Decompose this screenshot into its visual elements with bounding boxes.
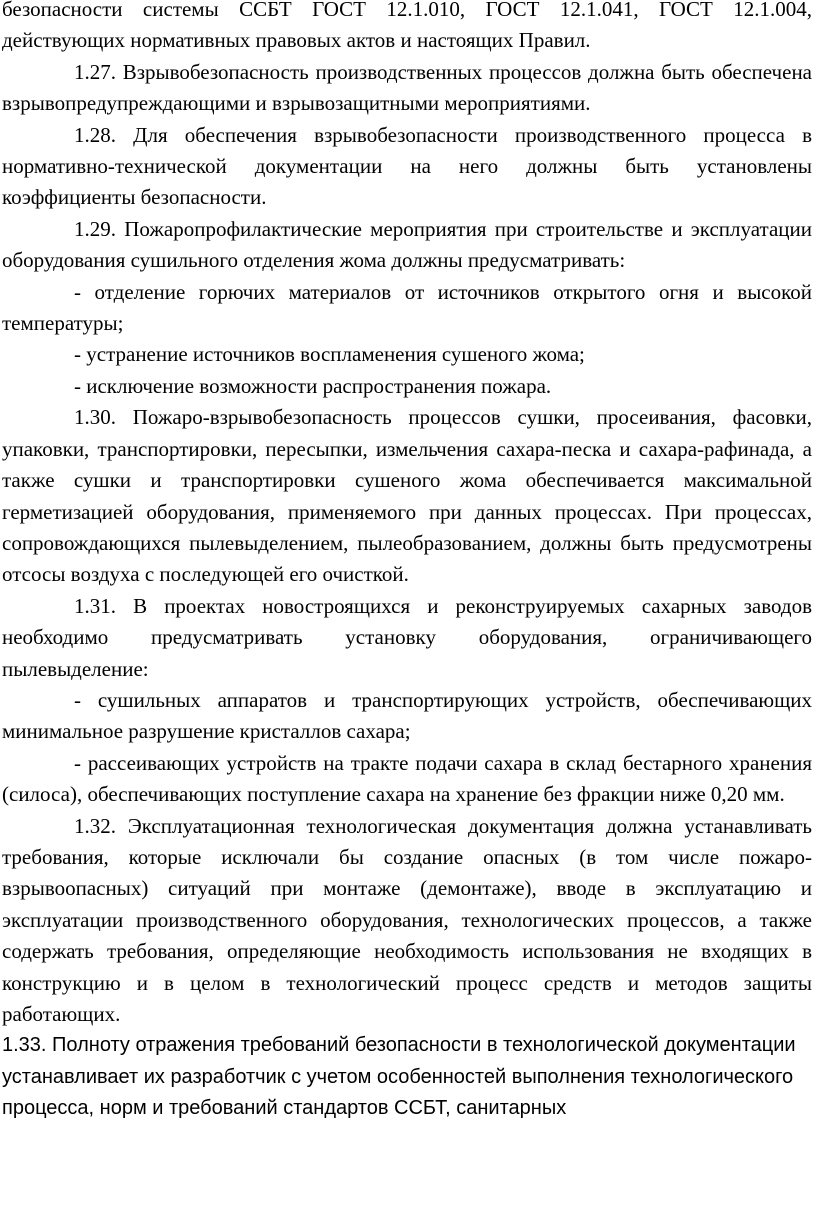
list-item-dispersing-devices: - рассеивающих устройств на тракте подачи сахара в склад бестарного хранения (силоса), обеспечивающих поступление сахара на хранение без фракции ниже 0,20 мм. — [2, 750, 812, 807]
paragraph-1-28: 1.28. Для обеспечения взрывобезопасности производственного процесса в нормативно-технической документации на него должны быть установлены коэффициенты безопасности. — [2, 122, 812, 210]
paragraph-1-33: 1.33. Полноту отражения требований безопасности в технологической документации устанавливает их разработчик с учетом особенностей выполнения технологического процесса, норм и требований стандартов ССБТ, санитарных — [2, 1034, 796, 1120]
paragraph-1-29: 1.29. Пожаропрофилактические мероприятия при строительстве и эксплуатации оборудования сушильного отделения жома должны предусматривать: — [2, 216, 812, 273]
paragraph-1-32: 1.32. Эксплуатационная технологическая документация должна устанавливать требования, которые исключали бы создание опасных (в том числе пожаро-взрывоопасных) ситуаций при монтаже (демонтаже), вводе в эксплуатацию и эксплуатации производственного оборудования, технологических процессов, а также содержать требования, определяющие необходимость использования не входящих в конструкцию и в целом в технологический процесс средств и методов защиты работающих. — [2, 813, 812, 1026]
list-item-fire-spread: - исключение возможности распространения пожара. — [74, 373, 552, 398]
paragraph-1-30: 1.30. Пожаро-взрывобезопасность процессов сушки, просеивания, фасовки, упаковки, транспортировки, пересыпки, измельчения сахара-песка и сахара-рафинада, а также сушки и транспортировки сушеного жома обеспечивается максимальной герметизацией оборудования, применяемого при данных процессах. При процессах, сопровождающихся пылевыделением, пылеобразованием, должны быть предусмотрены отсосы воздуха с последующей его очисткой. — [2, 405, 812, 587]
paragraph-1-27: 1.27. Взрывобезопасность производственных процессов должна быть обеспечена взрывопредупреждающими и взрывозащитными мероприятиями. — [2, 59, 812, 116]
list-item-ignition-removal: - устранение источников воспламенения сушеного жома; — [74, 342, 585, 367]
list-item-drying-apparatus: - сушильных аппаратов и транспортирующих устройств, обеспечивающих минимальное разрушение кристаллов сахара; — [2, 687, 812, 744]
document-body — [2, 0, 812, 1125]
paragraph-continuation: безопасности системы ССБТ ГОСТ 12.1.010, ГОСТ 12.1.041, ГОСТ 12.1.004, действующих нормативных правовых актов и настоящих Правил. — [2, 0, 812, 53]
list-item-fire-separation: - отделение горючих материалов от источников открытого огня и высокой температуры; — [2, 279, 812, 336]
paragraph-1-31: 1.31. В проектах новостроящихся и реконструируемых сахарных заводов необходимо предусматривать установку оборудования, ограничивающего пылевыделение: — [2, 593, 812, 681]
